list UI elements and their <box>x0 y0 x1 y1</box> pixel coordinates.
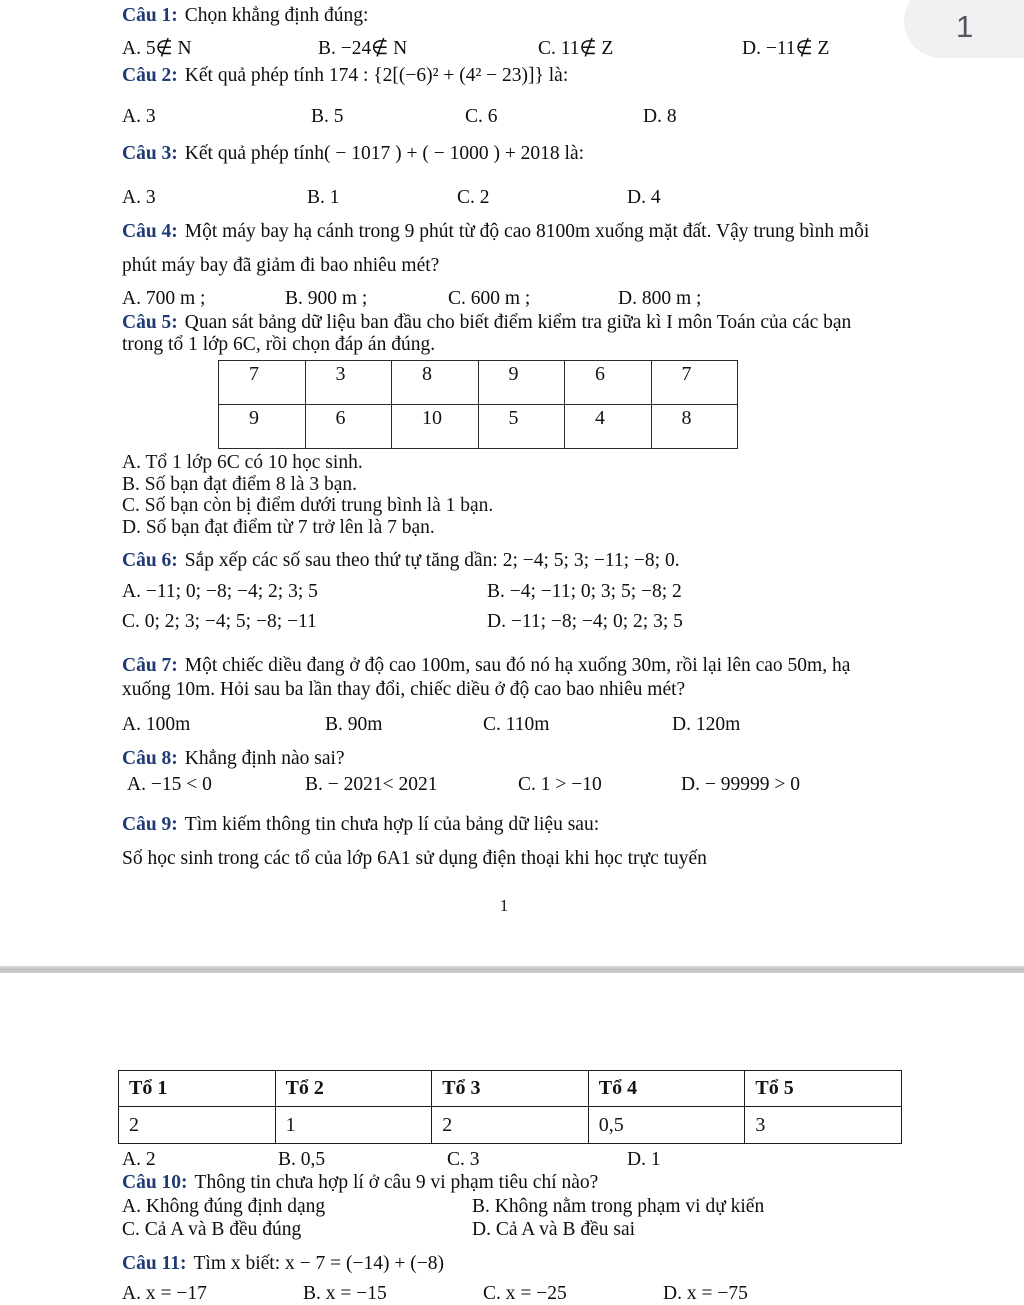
table-row <box>119 1107 902 1144</box>
answer-c: C. Số bạn còn bị điểm dưới trung bình là 1 bạn. <box>122 495 494 517</box>
table-header-cell: Tổ 2 <box>275 1071 432 1107</box>
table-header-cell: Tổ 3 <box>432 1071 589 1107</box>
question-5-label: Câu 5: <box>122 312 178 333</box>
option-c: C. 600 m ; <box>448 288 531 309</box>
option-d: D. 4 <box>627 187 661 208</box>
question-10-options <box>122 1195 1024 1241</box>
table-header-cell: Tổ 4 <box>588 1071 745 1107</box>
question-3-label: Câu 3: <box>122 143 178 164</box>
page-break-divider <box>0 966 1024 973</box>
question-11-label: Câu 11: <box>122 1252 187 1274</box>
option-b: B. 1 <box>307 187 340 208</box>
option-d: D. − 99999 > 0 <box>681 774 800 796</box>
question-3-text: Kết quả phép tính( − 1017 ) + ( − 1000 ) + 2018 là: <box>184 143 585 164</box>
page-indicator-number: 1 <box>956 9 974 44</box>
option-b: B. x = −15 <box>303 1282 387 1304</box>
question-1-text: Chọn khẳng định đúng: <box>184 5 369 26</box>
option-c: C. 1 > −10 <box>518 774 602 796</box>
answer-d: D. Số bạn đạt điểm từ 7 trở lên là 7 bạn. <box>122 516 435 538</box>
option-a: A. −11; 0; −8; −4; 2; 3; 5 <box>122 581 318 603</box>
question-1-label: Câu 1: <box>122 5 178 26</box>
question-1-heading <box>122 3 886 29</box>
question-2-heading <box>122 63 886 89</box>
table-cell: 6 <box>305 405 392 449</box>
option-a: A. 100m <box>122 714 191 736</box>
option-d: D. Cả A và B đều sai <box>472 1218 636 1240</box>
table-cell: 3 <box>745 1107 902 1144</box>
question-8-options <box>122 774 886 796</box>
question-7-text: Một chiếc diều đang ở độ cao 100m, sau đó nó hạ xuống 30m, rồi lại lên cao 50m, hạ xuống 10m. Hỏi sau ba lần thay đổi, chiếc diều ở độ cao bao nhiêu mét? <box>122 655 851 700</box>
option-d: D. 8 <box>643 106 677 127</box>
question-10-label: Câu 10: <box>122 1172 188 1193</box>
option-c: C. x = −25 <box>483 1282 567 1304</box>
table-row <box>219 405 738 449</box>
table-cell: 10 <box>392 405 479 449</box>
question-4-label: Câu 4: <box>122 221 178 242</box>
option-d: D. 120m <box>672 714 741 736</box>
question-4-heading <box>122 215 886 283</box>
question-11-heading <box>122 1251 1024 1277</box>
question-9-options <box>122 1149 1024 1171</box>
option-b: B. − 2021< 2021 <box>305 774 438 796</box>
question-2-text: Kết quả phép tính 174 : {2[(−6)² + (4² − 23)]} là: <box>184 65 569 86</box>
table-cell: 7 <box>651 361 738 405</box>
option-a: A. 3 <box>122 187 156 208</box>
option-c: C. Cả A và B đều đúng <box>122 1218 302 1240</box>
option-c: C. 3 <box>447 1149 480 1170</box>
option-d: D. x = −75 <box>663 1282 748 1304</box>
table-cell: 5 <box>478 405 565 449</box>
question-3-heading <box>122 141 886 167</box>
question-10-text: Thông tin chưa hợp lí ở câu 9 vi phạm tiêu chí nào? <box>194 1172 599 1193</box>
table-cell: 9 <box>478 361 565 405</box>
option-b: B. 0,5 <box>278 1149 326 1170</box>
option-b: B. 90m <box>325 714 383 736</box>
question-7-label: Câu 7: <box>122 655 178 677</box>
option-c: C. 2 <box>457 187 490 208</box>
table-cell: 6 <box>565 361 652 405</box>
option-a: A. x = −17 <box>122 1282 207 1304</box>
option-b: B. Không nằm trong phạm vi dự kiến <box>472 1195 765 1217</box>
question-6-label: Câu 6: <box>122 550 178 572</box>
table-cell: 2 <box>119 1107 276 1144</box>
question-4-options <box>122 288 886 310</box>
table-cell: 7 <box>219 361 306 405</box>
question-6-text: Sắp xếp các số sau theo thứ tự tăng dần: 2; −4; 5; 3; −11; −8; 0. <box>184 550 680 572</box>
option-b: B. 900 m ; <box>285 288 368 309</box>
option-a: A. 700 m ; <box>122 288 206 309</box>
option-d: D. −11∉ Z <box>742 38 830 59</box>
question-5-heading <box>122 312 886 356</box>
phone-usage-table <box>118 1070 902 1144</box>
question-11-options-clipped <box>122 1283 1024 1305</box>
question-7-options <box>122 714 886 736</box>
question-7-heading <box>122 654 886 701</box>
table-row <box>219 361 738 405</box>
document-page-2 <box>0 1040 1024 1304</box>
table-cell: 8 <box>651 405 738 449</box>
question-8-label: Câu 8: <box>122 748 178 770</box>
table-cell: 4 <box>565 405 652 449</box>
option-d: D. −11; −8; −4; 0; 2; 3; 5 <box>487 611 683 633</box>
question-2-options <box>122 106 886 128</box>
table-cell: 0,5 <box>588 1107 745 1144</box>
page-indicator-badge <box>904 0 1024 58</box>
table-cell: 8 <box>392 361 479 405</box>
question-9-text: Tìm kiếm thông tin chưa hợp lí của bảng dữ liệu sau: <box>184 814 600 836</box>
table-header-row <box>119 1071 902 1107</box>
question-3-options <box>122 187 886 209</box>
option-d: D. 1 <box>627 1149 661 1170</box>
table-cell: 3 <box>305 361 392 405</box>
option-c: C. 6 <box>465 106 498 127</box>
option-b: B. −4; −11; 0; 3; 5; −8; 2 <box>487 581 682 603</box>
table-cell: 9 <box>219 405 306 449</box>
question-8-heading <box>122 746 886 772</box>
question-1-options <box>122 36 886 60</box>
table-header-cell: Tổ 5 <box>745 1071 902 1107</box>
question-8-text: Khẳng định nào sai? <box>184 748 345 770</box>
option-a: A. Không đúng định dạng <box>122 1195 326 1217</box>
question-9-heading <box>122 812 886 838</box>
question-6-heading <box>122 548 886 574</box>
question-6-options <box>122 581 886 633</box>
page-1-number: 1 <box>499 896 509 916</box>
option-a: A. 3 <box>122 106 156 127</box>
option-c: C. 0; 2; 3; −4; 5; −8; −11 <box>122 611 317 633</box>
question-4-text: Một máy bay hạ cánh trong 9 phút từ độ cao 8100m xuống mặt đất. Vậy trung bình mỗi phút máy bay đã giảm đi bao nhiêu mét? <box>122 221 870 276</box>
option-b: B. −24∉ N <box>318 38 408 59</box>
table-cell: 2 <box>432 1107 589 1144</box>
table-cell: 1 <box>275 1107 432 1144</box>
option-b: B. 5 <box>311 106 344 127</box>
table-header-cell: Tổ 1 <box>119 1071 276 1107</box>
question-11-text: Tìm x biết: x − 7 = (−14) + (−8) <box>193 1252 444 1274</box>
question-5-text: Quan sát bảng dữ liệu ban đầu cho biết điểm kiểm tra giữa kì I môn Toán của các bạn trong tổ 1 lớp 6C, rồi chọn đáp án đúng. <box>122 312 852 355</box>
answer-a: A. Tổ 1 lớp 6C có 10 học sinh. <box>122 452 363 473</box>
option-a: A. −15 < 0 <box>127 774 212 796</box>
score-data-table <box>218 360 738 449</box>
answer-b: B. Số bạn đạt điểm 8 là 3 bạn. <box>122 473 358 495</box>
option-a: A. 5∉ N <box>122 38 192 59</box>
option-a: A. 2 <box>122 1149 156 1170</box>
question-5-answers <box>122 452 886 538</box>
question-9-subtext: Số học sinh trong các tổ của lớp 6A1 sử dụng điện thoại khi học trực tuyến <box>122 848 707 870</box>
question-9-label: Câu 9: <box>122 814 178 836</box>
question-10-heading <box>122 1171 1024 1195</box>
question-2-label: Câu 2: <box>122 65 178 86</box>
option-c: C. 110m <box>483 714 550 736</box>
option-d: D. 800 m ; <box>618 288 702 309</box>
option-c: C. 11∉ Z <box>538 38 614 59</box>
